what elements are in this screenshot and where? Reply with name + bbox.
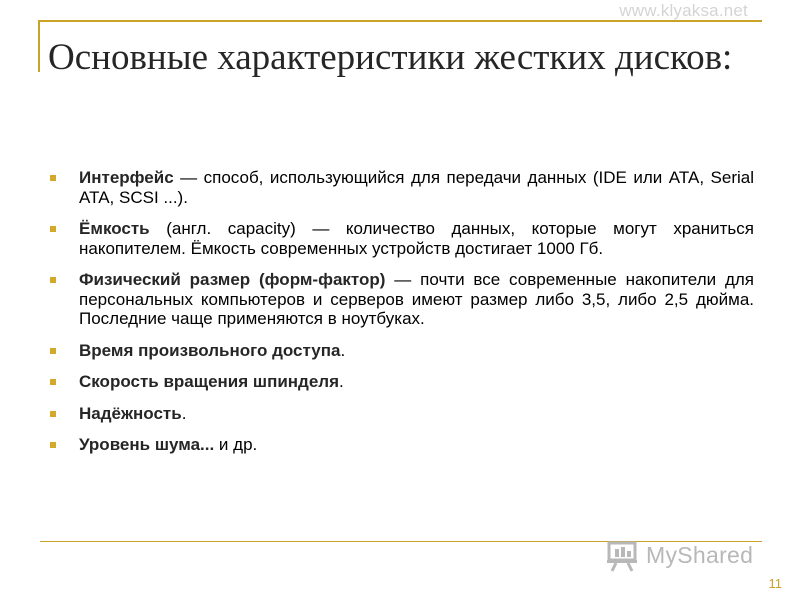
brand-name: MyShared — [646, 542, 754, 568]
watermark-url: www.klyaksa.net — [619, 1, 748, 20]
item-term: Уровень шума... — [79, 435, 215, 454]
item-text: (англ. capacity) — количество данных, которые могут храниться накопителем. Ёмкость современных устройств достигает 1000 Гб. — [79, 219, 754, 258]
top-divider — [38, 20, 762, 22]
item-text: — почти все современные накопители для персональных компьютеров и серверов имеют размер либо 3,5, либо 2,5 дюйма. Последние чаще применяются в ноутбуках. — [79, 270, 754, 328]
slide-title: Основные характеристики жестких дисков: — [48, 37, 733, 78]
bullet-list — [48, 168, 754, 455]
item-text: — способ, использующийся для передачи данных (IDE или ATA, Serial ATA, SCSI ...). — [79, 168, 754, 207]
list-item — [48, 168, 754, 207]
item-term: Интерфейс — [79, 168, 174, 187]
item-term: Время произвольного доступа — [79, 340, 341, 360]
slide-content — [48, 168, 754, 467]
bullet-marker-icon — [50, 226, 56, 232]
item-text: . — [340, 340, 346, 360]
list-item — [48, 270, 754, 329]
item-text: . — [339, 372, 344, 391]
item-text: . — [181, 403, 187, 423]
page-number: 11 — [768, 576, 782, 591]
item-term: Ёмкость — [79, 219, 150, 238]
list-item — [48, 435, 754, 455]
list-item — [48, 341, 754, 361]
list-item — [48, 372, 754, 392]
item-term: Надёжность — [79, 403, 182, 423]
presentation-board-icon — [606, 540, 640, 572]
list-item — [48, 404, 754, 424]
item-term: Физический размер (форм-фактор) — [79, 270, 386, 289]
item-term: Скорость вращения шпинделя — [79, 372, 340, 391]
myshared-logo[interactable] — [606, 538, 766, 574]
item-text: и др. — [214, 435, 258, 454]
bullet-marker-icon — [50, 348, 56, 354]
list-item — [48, 219, 754, 258]
bullet-marker-icon — [50, 411, 56, 417]
bullet-marker-icon — [50, 379, 56, 385]
bullet-marker-icon — [50, 442, 56, 448]
bullet-marker-icon — [50, 277, 56, 283]
bullet-marker-icon — [50, 175, 56, 181]
left-accent-bar — [38, 20, 40, 72]
